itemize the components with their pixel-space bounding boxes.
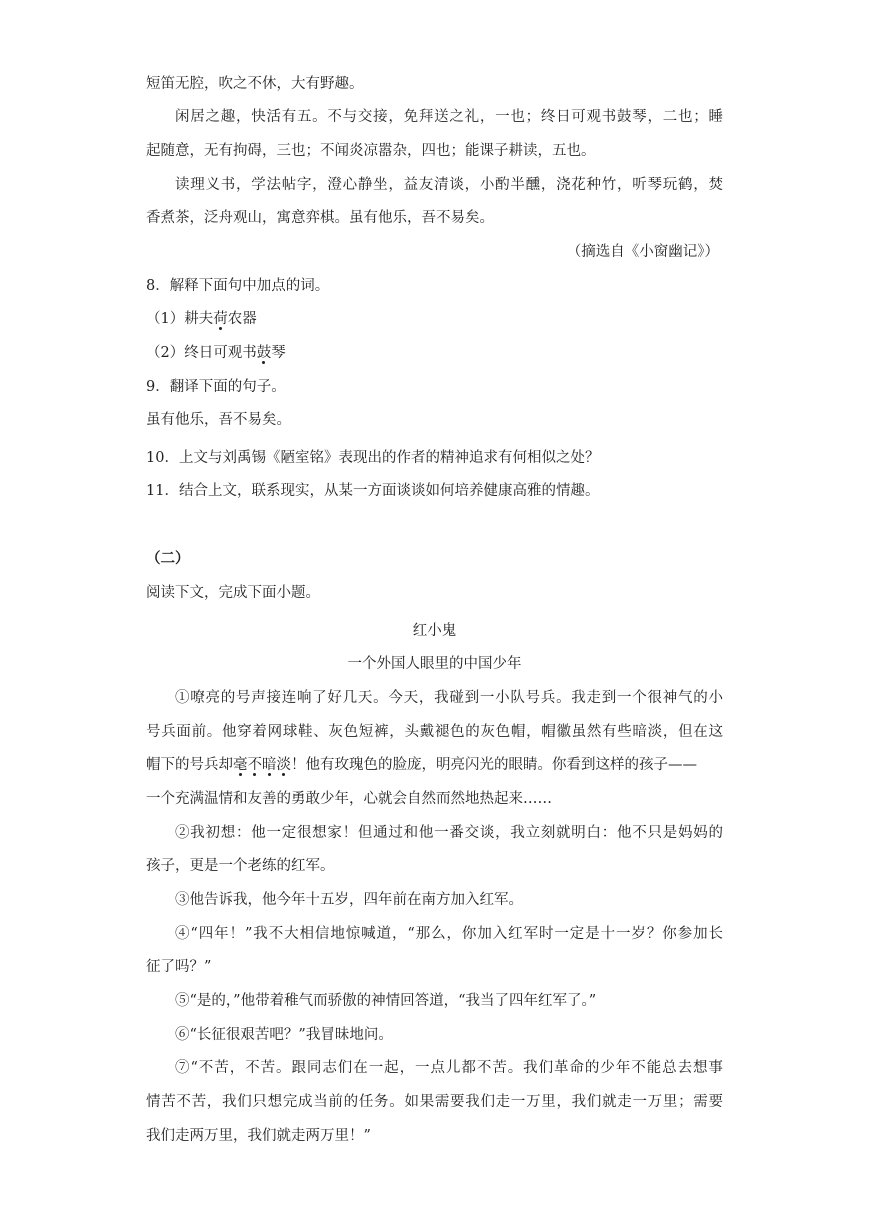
emphasized-word: 淡 xyxy=(276,757,291,773)
paragraph-line: ③他告诉我，他今年十五岁，四年前在南方加入红军。 xyxy=(175,892,523,908)
item-text: 琴 xyxy=(271,345,286,361)
paragraph-line: ②我初想：他一定很想家！但通过和他一番交谈，我立刻就明白：他不只是妈妈的 xyxy=(175,825,723,841)
paragraph-line: 情苦不苦，我们只想完成当前的任务。如果需要我们走一万里，我们就走一万里；需要 xyxy=(146,1094,723,1110)
paragraph-line: 我们走两万里，我们就走两万里！” xyxy=(146,1128,371,1144)
question-8: 8．解释下面句中加点的词。 xyxy=(146,278,330,294)
question-10: 10．上文与刘禹锡《陋室铭》表现出的作者的精神追求有何相似之处？ xyxy=(146,450,600,466)
paragraph-line: 一个充满温情和友善的勇敢少年，心就会自然而然地热起来…… xyxy=(146,791,552,807)
paragraph-line: 孩子，更是一个老练的红军。 xyxy=(146,858,335,874)
item-text: （2）终日可观书 xyxy=(146,345,257,361)
source-citation: （摘选自《小窗幽记》） xyxy=(566,244,719,260)
passage-line: 短笛无腔，吹之不休，大有野趣。 xyxy=(146,76,364,92)
passage-line: 闲居之趣，快活有五。不与交接，免拜送之礼，一也；终日可观书鼓琴，二也；睡 xyxy=(175,109,723,125)
paragraph-line: ④“四年！”我不大相信地惊喊道，“那么，你加入红军时一定是十一岁？你参加长 xyxy=(175,926,723,942)
line-text: 帽下的号兵却 xyxy=(146,757,233,773)
line-text: ！他有玫瑰色的脸庞，明亮闪光的眼睛。你看到这样的孩子—— xyxy=(291,757,697,773)
passage-line: 起随意，无有拘碍，三也；不闻炎凉嚣杂，四也；能课子耕读，五也。 xyxy=(146,143,596,159)
question-8-item-2 xyxy=(146,343,286,363)
paragraph-line: ①嘹亮的号声接连响了好几天。今天，我碰到一小队号兵。我走到一个很神气的小 xyxy=(175,690,723,706)
emphasized-word: 不 xyxy=(247,757,262,773)
article-subtitle: 一个外国人眼里的中国少年 xyxy=(347,656,522,672)
question-8-item-1 xyxy=(146,309,257,329)
paragraph-line: ⑤“是的，”他带着稚气而骄傲的神情回答道，“我当了四年红军了。” xyxy=(175,993,597,1009)
item-text: （1）耕夫 xyxy=(146,311,214,327)
article-title: 红小鬼 xyxy=(412,623,457,639)
question-11: 11．结合上文，联系现实，从某一方面谈谈如何培养健康高雅的情趣。 xyxy=(146,483,600,499)
passage-line: 香煮茶，泛舟观山，寓意弈棋。虽有他乐，吾不易矣。 xyxy=(146,210,494,226)
paragraph-line: 征了吗？” xyxy=(146,959,212,975)
question-9: 9．翻译下面的句子。 xyxy=(146,379,286,395)
emphasized-word: 毫 xyxy=(233,757,248,773)
emphasized-word: 荷 xyxy=(213,311,228,327)
reading-instruction: 阅读下文，完成下面小题。 xyxy=(146,585,320,601)
question-9-sentence: 虽有他乐，吾不易矣。 xyxy=(146,412,291,428)
emphasized-word: 鼓 xyxy=(256,345,272,361)
passage-line: 读理义书，学法帖字，澄心静坐，益友清谈，小酌半醺，浇花种竹，听琴玩鹤，焚 xyxy=(175,177,723,193)
paragraph-line xyxy=(146,755,697,775)
paragraph-line: 号兵面前。他穿着网球鞋、灰色短裤，头戴褪色的灰色帽，帽徽虽然有些暗淡，但在这 xyxy=(146,724,723,740)
paragraph-line: ⑥“长征很艰苦吧？”我冒昧地问。 xyxy=(175,1027,393,1043)
paragraph-line: ⑦“不苦，不苦。跟同志们在一起，一点儿都不苦。我们革命的少年不能总去想事 xyxy=(175,1060,723,1076)
item-text: 农器 xyxy=(227,311,257,327)
emphasized-word: 暗 xyxy=(262,757,277,773)
section-heading: （二） xyxy=(146,550,190,567)
